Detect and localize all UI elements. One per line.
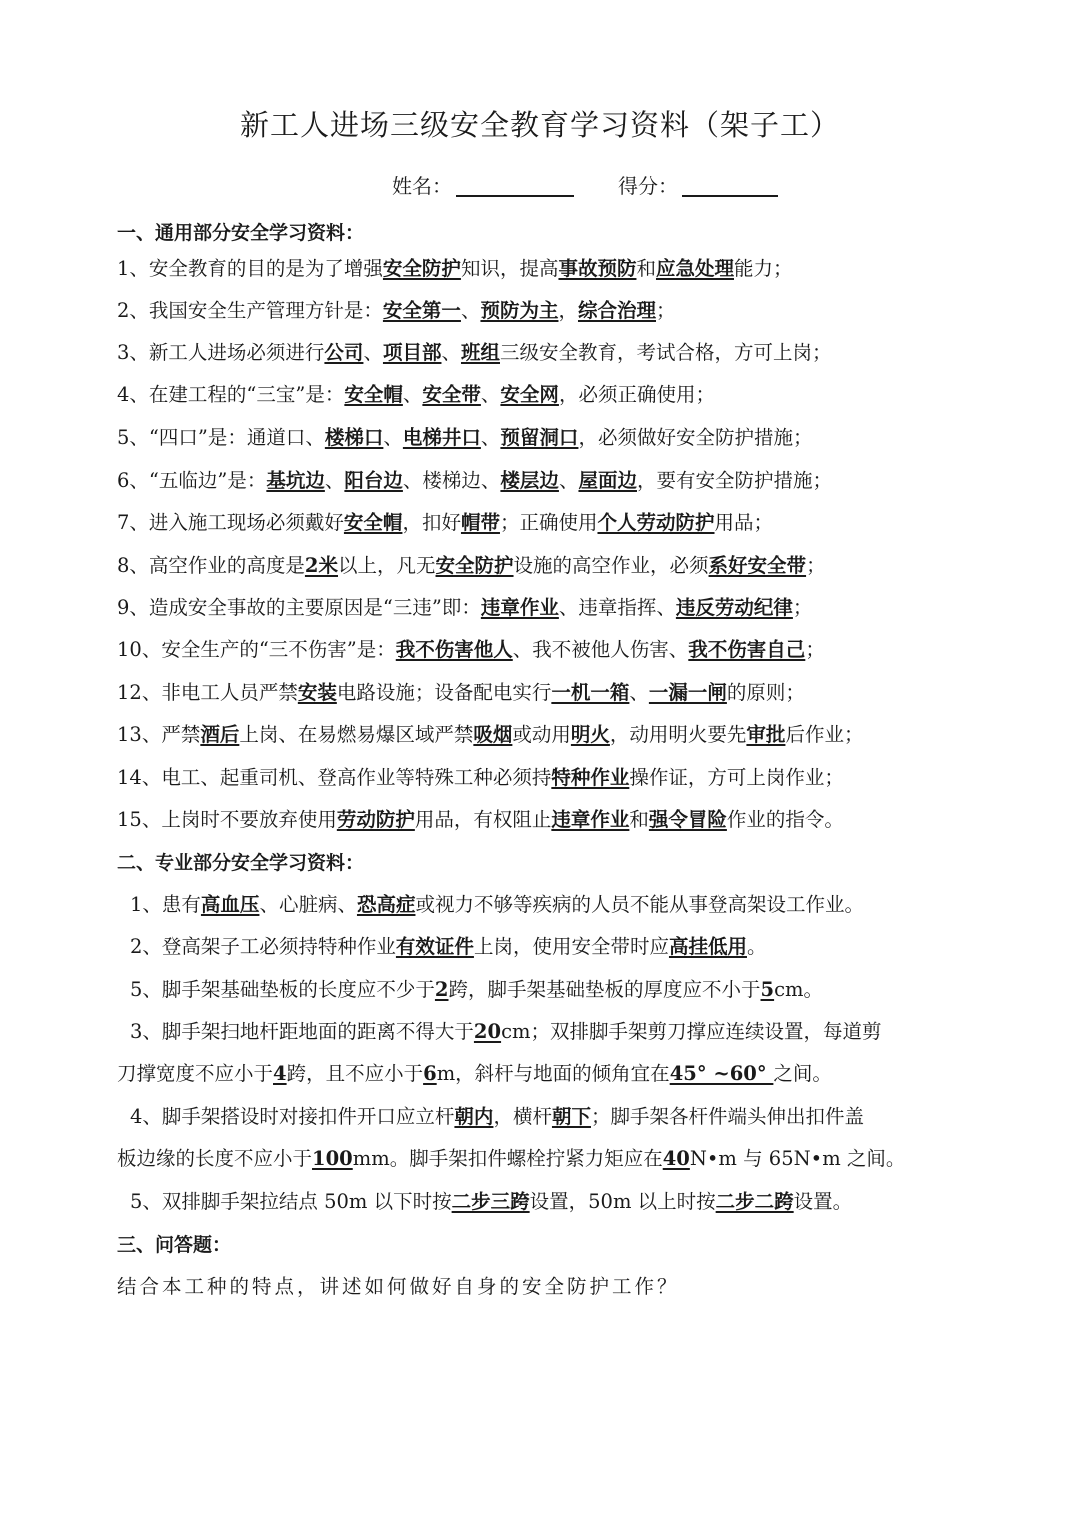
- text-segment: 9、造成安全事故的主要原因是“三违”即：: [117, 596, 481, 619]
- underlined-answer: 100: [312, 1147, 353, 1170]
- text-segment: 三级安全教育，考试合格，方可上岗；: [500, 341, 832, 364]
- underlined-answer: 朝下: [551, 1105, 591, 1128]
- underlined-answer: 安全带: [422, 383, 481, 406]
- underlined-answer: 2: [434, 978, 449, 1001]
- text-segment: 、心脏病、: [259, 893, 357, 916]
- text-segment: 、: [402, 383, 423, 406]
- underlined-answer: 违反劳动纪律: [675, 596, 793, 619]
- text-segment: ，要有安全防护措施；: [636, 469, 832, 492]
- underlined-answer: 屋面边: [578, 469, 637, 492]
- text-line: [117, 679, 805, 707]
- text-segment: 二、专业部分安全学习资料：: [117, 852, 365, 874]
- score-blank-field[interactable]: [682, 175, 778, 197]
- underlined-answer: 明火: [570, 723, 610, 746]
- text-segment: 电路设施；设备配电实行: [336, 681, 552, 704]
- underlined-answer: 项目部: [382, 341, 442, 364]
- underlined-answer: 安装: [297, 681, 337, 704]
- underlined-answer: 系好安全带: [708, 554, 807, 577]
- underlined-answer: 恐高症: [356, 893, 416, 916]
- text-line: [117, 552, 826, 580]
- text-segment: 用品；: [714, 511, 774, 534]
- name-blank-field[interactable]: [456, 175, 574, 197]
- text-segment: 用品，有权阻止: [414, 808, 552, 831]
- underlined-answer: 有效证件: [395, 935, 474, 958]
- text-line: [117, 1273, 680, 1301]
- underlined-answer: 安全第一: [382, 299, 461, 322]
- text-segment: 5、“四口”是：通道口、: [117, 426, 325, 449]
- text-segment: m，斜杆与地面的倾角宜在: [436, 1062, 670, 1085]
- text-line: [130, 1018, 881, 1046]
- underlined-answer: 班组: [460, 341, 500, 364]
- underlined-answer: 安全帽: [343, 511, 403, 534]
- text-segment: 4、在建工程的“三宝”是：: [117, 383, 345, 406]
- text-line: [117, 636, 825, 664]
- text-segment: 、: [441, 341, 461, 364]
- text-segment: 或动用: [512, 723, 571, 746]
- underlined-answer: 预留洞口: [500, 426, 579, 449]
- text-line: [117, 1060, 832, 1088]
- text-segment: 的原则；: [726, 681, 805, 704]
- section-heading: [117, 849, 364, 877]
- text-segment: ；: [792, 596, 813, 619]
- text-segment: 。: [746, 935, 767, 958]
- text-segment: 设置。: [793, 1190, 853, 1213]
- text-segment: 7、进入施工现场必须戴好: [117, 511, 344, 534]
- text-segment: 2、我国安全生产管理方针是：: [117, 299, 383, 322]
- text-segment: ；: [656, 299, 676, 322]
- underlined-answer: 一漏一闸: [648, 681, 727, 704]
- text-segment: ；: [806, 554, 826, 577]
- underlined-answer: 20: [473, 1020, 502, 1043]
- text-segment: 上岗、在易燃易爆区域严禁: [239, 723, 474, 746]
- underlined-answer: 朝内: [454, 1105, 494, 1128]
- text-segment: 或视力不够等疾病的人员不能从事登高架设工作业。: [415, 893, 864, 916]
- text-line: [130, 891, 864, 919]
- text-line: [117, 381, 715, 409]
- underlined-answer: 酒后: [200, 723, 240, 746]
- underlined-answer: 违章作业: [551, 808, 630, 831]
- underlined-answer: 高血压: [200, 893, 260, 916]
- text-segment: 和: [636, 257, 656, 280]
- text-line: [117, 339, 832, 367]
- text-segment: 以上，凡无: [338, 554, 436, 577]
- name-score-row: [392, 170, 778, 199]
- text-segment: mm。脚手架扣件螺栓拧紧力矩应在: [352, 1147, 663, 1170]
- text-line: [130, 1103, 864, 1131]
- text-segment: 3、脚手架扫地杆距地面的距离不得大于: [130, 1020, 474, 1043]
- text-segment: 之间。: [773, 1062, 832, 1085]
- text-segment: 、: [629, 681, 649, 704]
- text-segment: ；正确使用: [499, 511, 598, 534]
- underlined-answer: 吸烟: [473, 723, 513, 746]
- text-segment: 13、严禁: [117, 723, 201, 746]
- underlined-answer: 安全防护: [382, 257, 461, 280]
- text-segment: N•m 与 65N•m 之间。: [689, 1147, 906, 1170]
- text-segment: 、: [324, 469, 345, 492]
- text-line: [117, 1145, 905, 1173]
- text-segment: 2、登高架子工必须持特种作业: [130, 935, 396, 958]
- underlined-answer: 综合治理: [577, 299, 656, 322]
- text-segment: 1、患有: [130, 893, 201, 916]
- document-title: 新工人进场三级安全教育学习资料（架子工）: [239, 108, 840, 142]
- underlined-answer: 事故预防: [558, 257, 637, 280]
- text-line: [117, 509, 773, 537]
- text-segment: cm。: [774, 978, 824, 1001]
- section-heading: [117, 219, 364, 247]
- underlined-answer: 安全帽: [344, 383, 403, 406]
- text-segment: 6、“五临边”是：: [117, 469, 267, 492]
- underlined-answer: 违章作业: [480, 596, 559, 619]
- text-segment: ，必须做好安全防护措施；: [578, 426, 813, 449]
- name-label: 姓名：: [392, 174, 452, 198]
- text-segment: 上岗，使用安全带时应: [473, 935, 669, 958]
- text-line: [130, 976, 823, 1004]
- underlined-answer: 特种作业: [551, 766, 630, 789]
- text-segment: 、我不被他人伤害、: [512, 638, 689, 661]
- underlined-answer: 高挂低用: [668, 935, 747, 958]
- underlined-answer: 劳动防护: [336, 808, 415, 831]
- text-segment: 5、双排脚手架拉结点 50m 以下时按: [130, 1190, 452, 1213]
- text-segment: ；脚手架各杆件端头伸出扣件盖: [590, 1105, 864, 1128]
- underlined-answer: 个人劳动防护: [597, 511, 715, 534]
- text-segment: 和: [629, 808, 649, 831]
- text-segment: 、: [460, 299, 481, 322]
- underlined-answer: 我不伤害他人: [395, 638, 513, 661]
- text-segment: 设施的高空作业，必须: [513, 554, 709, 577]
- text-line: [117, 594, 812, 622]
- text-segment: ，横杆: [493, 1105, 552, 1128]
- text-segment: 8、高空作业的高度是: [117, 554, 305, 577]
- underlined-answer: 一机一箱: [551, 681, 630, 704]
- underlined-answer: 40: [662, 1147, 690, 1170]
- text-segment: 操作证，方可上岗作业；: [629, 766, 844, 789]
- text-segment: 一、通用部分安全学习资料：: [117, 222, 365, 244]
- text-segment: 4、脚手架搭设时对接扣件开口应立杆: [130, 1105, 455, 1128]
- text-segment: 知识，提高: [460, 257, 559, 280]
- text-segment: 作业的指令。: [726, 808, 844, 831]
- text-segment: 12、非电工人员严禁: [117, 681, 298, 704]
- text-segment: 3、新工人进场必须进行: [117, 341, 325, 364]
- underlined-answer: 我不伤害自己: [688, 638, 806, 661]
- underlined-answer: 强令冒险: [648, 808, 727, 831]
- text-segment: 、楼梯边、: [402, 469, 501, 492]
- underlined-answer: 45° ~60°: [669, 1062, 774, 1085]
- text-segment: ，必须正确使用；: [558, 383, 715, 406]
- score-label: 得分：: [618, 174, 678, 198]
- text-line: [117, 297, 676, 325]
- underlined-answer: 楼层边: [500, 469, 559, 492]
- text-segment: 跨，且不应小于: [286, 1062, 424, 1085]
- text-segment: 跨，脚手架基础垫板的厚度应不小于: [448, 978, 761, 1001]
- text-segment: 刀撑宽度不应小于: [117, 1062, 274, 1085]
- text-segment: 、: [480, 383, 501, 406]
- text-segment: 、: [363, 341, 383, 364]
- text-segment: 能力；: [734, 257, 793, 280]
- underlined-answer: 基坑边: [266, 469, 325, 492]
- text-line: [117, 806, 844, 834]
- underlined-answer: 阳台边: [344, 469, 403, 492]
- text-segment: ，扣好: [402, 511, 461, 534]
- text-segment: ，: [558, 299, 578, 322]
- underlined-answer: 6: [423, 1062, 437, 1085]
- text-segment: 后作业；: [785, 723, 864, 746]
- text-line: [117, 467, 832, 495]
- text-segment: 、: [383, 426, 403, 449]
- text-line: [117, 255, 793, 283]
- text-segment: 5、脚手架基础垫板的长度应不少于: [130, 978, 435, 1001]
- text-segment: 板边缘的长度不应小于: [117, 1147, 313, 1170]
- underlined-answer: 二步二跨: [715, 1190, 794, 1213]
- underlined-answer: 预防为主: [480, 299, 559, 322]
- underlined-answer: 2米: [304, 554, 338, 577]
- underlined-answer: 楼梯口: [324, 426, 384, 449]
- text-segment: 设置，50m 以上时按: [529, 1190, 716, 1213]
- underlined-answer: 4: [273, 1062, 287, 1085]
- text-segment: ；: [805, 638, 825, 661]
- text-line: [130, 1188, 852, 1216]
- text-line: [130, 933, 766, 961]
- text-line: [117, 764, 844, 792]
- text-segment: 三、问答题：: [117, 1234, 232, 1256]
- underlined-answer: 应急处理: [655, 257, 734, 280]
- underlined-answer: 二步三跨: [451, 1190, 530, 1213]
- text-line: [117, 721, 863, 749]
- text-segment: 结合本工种的特点，讲述如何做好自身的安全防护工作？: [117, 1275, 680, 1298]
- underlined-answer: 电梯井口: [402, 426, 481, 449]
- underlined-answer: 审批: [746, 723, 786, 746]
- text-line: [117, 424, 812, 452]
- text-segment: 15、上岗时不要放弃使用: [117, 808, 337, 831]
- text-segment: 、: [558, 469, 579, 492]
- underlined-answer: 安全网: [500, 383, 559, 406]
- underlined-answer: 5: [760, 978, 775, 1001]
- section-heading: [117, 1231, 231, 1259]
- underlined-answer: 帽带: [460, 511, 500, 534]
- text-segment: 、: [480, 426, 501, 449]
- text-segment: 10、安全生产的“三不伤害”是：: [117, 638, 396, 661]
- text-segment: cm；双排脚手架剪刀撑应连续设置，每道剪: [501, 1020, 882, 1043]
- text-segment: 、违章指挥、: [558, 596, 676, 619]
- text-segment: 14、电工、起重司机、登高作业等特殊工种必须持: [117, 766, 552, 789]
- underlined-answer: 公司: [324, 341, 364, 364]
- text-segment: 1、安全教育的目的是为了增强: [117, 257, 383, 280]
- text-segment: ，动用明火要先: [609, 723, 747, 746]
- underlined-answer: 安全防护: [435, 554, 514, 577]
